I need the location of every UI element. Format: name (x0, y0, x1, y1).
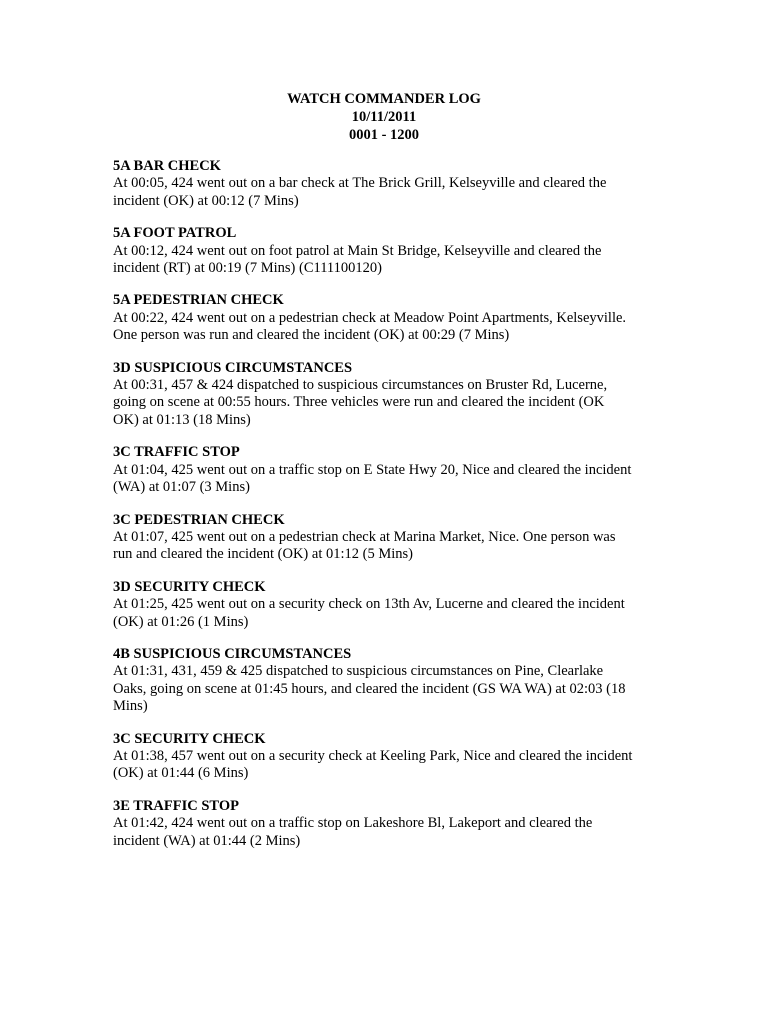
entry-body: At 01:04, 425 went out on a traffic stop on E State Hwy 20, Nice and cleared the incident (WA) at 01:07 (3 Mins) (113, 461, 632, 496)
log-entry (113, 292, 658, 344)
entry-title: 3E TRAFFIC STOP (113, 797, 239, 814)
log-entry (113, 579, 658, 631)
log-entry (113, 646, 658, 716)
log-entry (113, 225, 658, 277)
entry-body: At 01:31, 431, 459 & 425 dispatched to suspicious circumstances on Pine, Clearlake Oaks, going on scene at 01:45 hours, and cleared the incident (GS WA WA) at 02:03 (18 Mins) (113, 663, 626, 715)
entry-body: At 01:07, 425 went out on a pedestrian check at Marina Market, Nice. One person was run and cleared the incident (OK) at 01:12 (5 Mins) (113, 528, 616, 563)
entry-title: 5A FOOT PATROL (113, 225, 237, 242)
log-entries (113, 158, 658, 865)
log-entry (113, 798, 658, 850)
entry-body: At 00:31, 457 & 424 dispatched to suspicious circumstances on Bruster Rd, Lucerne, going on scene at 00:55 hours. Three vehicles were run and cleared the incident (OK OK) at 01:13 (18 Mins) (113, 377, 608, 428)
log-title: WATCH COMMANDER LOG (287, 91, 481, 107)
entry-body: At 01:25, 425 went out on a security check on 13th Av, Lucerne and cleared the incident (OK) at 01:26 (1 Mins) (113, 596, 625, 630)
entry-body: At 00:22, 424 went out on a pedestrian check at Meadow Point Apartments, Kelseyville. One person was run and cleared the incident (OK) at 00:29 (7 Mins) (113, 309, 627, 344)
entry-title: 3C PEDESTRIAN CHECK (113, 511, 285, 528)
log-time-range: 0001 - 1200 (348, 127, 420, 143)
entry-title: 5A PEDESTRIAN CHECK (113, 292, 284, 309)
entry-body: At 01:38, 457 went out on a security check at Keeling Park, Nice and cleared the incident (OK) at 01:44 (6 Mins) (113, 747, 633, 782)
log-entry (113, 444, 658, 496)
entry-title: 3C TRAFFIC STOP (113, 444, 240, 461)
entry-title: 4B SUSPICIOUS CIRCUMSTANCES (113, 645, 352, 662)
entry-body: At 00:12, 424 went out on foot patrol at Main St Bridge, Kelseyville and cleared the incident (RT) at 00:19 (7 Mins) (C111100120) (113, 242, 602, 277)
log-entry (113, 731, 658, 783)
log-header (0, 90, 768, 144)
log-entry (113, 512, 658, 564)
entry-body: At 00:05, 424 went out on a bar check at The Brick Grill, Kelseyville and cleared the incident (OK) at 00:12 (7 Mins) (113, 175, 607, 209)
log-date: 10/11/2011 (351, 109, 417, 125)
log-entry (113, 158, 658, 210)
entry-title: 3D SECURITY CHECK (113, 578, 266, 595)
entry-body: At 01:42, 424 went out on a traffic stop on Lakeshore Bl, Lakeport and cleared the incident (WA) at 01:44 (2 Mins) (113, 815, 593, 849)
entry-title: 3C SECURITY CHECK (113, 730, 266, 747)
entry-title: 5A BAR CHECK (113, 158, 221, 174)
entry-title: 3D SUSPICIOUS CIRCUMSTANCES (113, 359, 353, 376)
log-entry (113, 360, 658, 430)
